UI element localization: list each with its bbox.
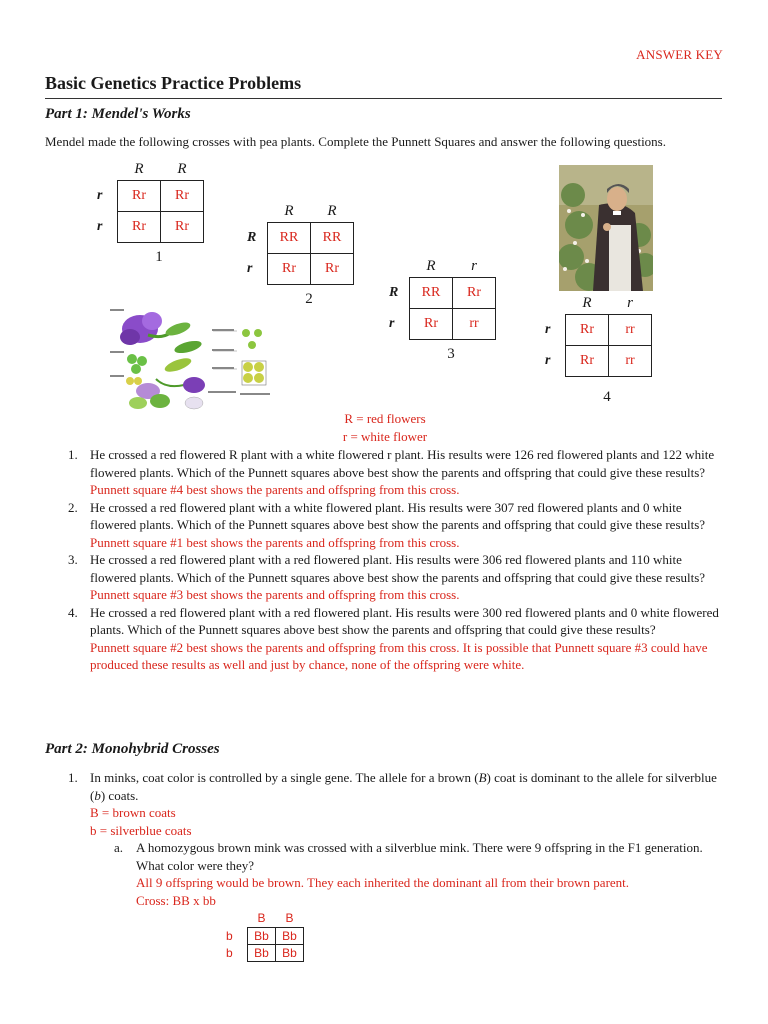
pea-plant-illustration [108,305,313,413]
punnett-cell: Rr [410,309,453,340]
legend-recessive: r = white flower [342,429,428,444]
row-header: r [545,322,551,337]
col-header: B [257,911,266,925]
question-number: 4. [68,604,78,620]
punnett-label: 2 [305,291,313,307]
question-number: 2. [68,499,78,515]
cross-text: Cross: BB x bb [136,892,216,908]
part1-intro: Mendel made the following crosses with pea plants. Complete the Punnett Squares and answer the following questions. [45,134,666,149]
question-text: He crossed a red flowered plant with a red flowered plant. His results were 306 red flowered plants and 110 white flowered plants. Which of the Punnett squares above best show the parents and offspring that could give these results? [90,552,706,585]
mink-text-part: ) coat is dominant to the allele for silverblue ( [90,770,717,803]
punnett-square-4 [544,292,652,406]
col-header: R [327,202,337,219]
question-item [68,446,726,499]
legend-dominant: R = red flowers [344,411,426,426]
punnett-square-1 [96,158,204,266]
key-recessive: b = silverblue coats [90,822,192,838]
punnett-cell: Rr [118,212,161,243]
col-header: r [471,257,477,274]
question-text: He crossed a red flowered plant with a red flowered plant. His results were 300 red flowered plants and 0 white flowered plants. Which of the Punnett squares above best show the parents and offspring that could give these results? [90,604,719,637]
col-header: R [426,257,436,274]
punnett-cell: Rr [453,278,496,309]
punnett-label: 4 [603,389,611,405]
sub-answer-text: All 9 offspring would be brown. They each inherited the dominant all from their brown parent. [136,875,630,890]
row-header: b [226,929,233,943]
row-header: r [389,316,395,331]
punnett-cell: Rr [566,346,609,377]
punnett-square-2 [246,200,354,308]
punnett-cell: rr [609,346,652,377]
allele-brown: B [478,770,487,785]
punnett-cell: Bb [248,945,276,962]
sub-question-a [114,839,726,909]
question-text: He crossed a red flowered R plant with a white flowered r plant. His results were 126 red flowered plants and 122 white flowered plants. Which of the Punnett squares above best show the parents and offspring that could give these results? [90,447,715,480]
question-text: He crossed a red flowered plant with a white flowered plant. His results were 307 red flowered plants and 0 white flowered plants. Which of the Punnett squares above best show the parents and offspring that could give these results? [90,499,706,532]
punnett-cell: Rr [566,315,609,346]
punnett-label: 3 [447,346,455,362]
punnett-cell: Bb [276,928,304,945]
punnett-label: 1 [155,249,163,265]
punnett-cell: rr [609,315,652,346]
answer-text: Punnett square #1 best shows the parents and offspring from this cross. [90,534,460,550]
allele-silverblue: b [94,787,101,803]
sub-question-letter: a. [114,840,124,855]
col-header: R [582,294,592,311]
col-header: R [177,160,187,177]
mink-question [68,769,730,839]
row-header: b [226,946,233,960]
question-item [68,551,726,604]
answer-key-label: ANSWER KEY [636,47,723,62]
row-header: r [247,261,253,276]
small-punnett-square [225,909,304,962]
sub-question-text: A homozygous brown mink was crossed with a silverblue mink. There were 9 offspring in the F1 generation. What color were they? [136,840,703,873]
col-header: r [627,294,633,311]
punnett-cell: RR [410,278,453,309]
question-number: 3. [68,552,78,567]
row-header: r [545,353,551,368]
row-header: R [389,285,399,300]
punnett-cell: rr [453,309,496,340]
punnett-cell: RR [311,223,354,254]
part1-heading: Part 1: Mendel's Works [45,106,191,122]
col-header: R [134,160,144,177]
punnett-cell: Rr [311,254,354,285]
punnett-cell: Bb [276,945,304,962]
punnett-cell: Rr [268,254,311,285]
punnett-cell: RR [268,223,311,254]
question-number: 1. [68,770,78,785]
mink-text-part: In minks, coat color is controlled by a single gene. The allele for a brown ( [90,770,479,785]
punnett-cell: Rr [161,181,204,212]
row-header: r [97,219,103,234]
question-item [68,604,726,674]
answer-text: Punnett square #3 best shows the parents and offspring from this cross. [90,587,460,602]
answer-text: Punnett square #4 best shows the parents and offspring from this cross. [90,482,460,497]
punnett-cell: Rr [118,181,161,212]
row-header: R [247,230,257,245]
question-number: 1. [68,447,78,462]
mink-text-part: ) coats. [100,787,139,803]
part1-questions [68,446,726,674]
punnett-cell: Rr [161,212,204,243]
question-item [68,499,726,552]
col-header: B [285,911,294,925]
key-dominant: B = brown coats [90,805,176,820]
punnett-cell: Bb [248,928,276,945]
punnett-square-3 [388,255,496,363]
title-divider [45,98,722,99]
page-title: Basic Genetics Practice Problems [45,73,302,93]
part2-heading: Part 2: Monohybrid Crosses [45,741,220,757]
col-header: R [284,202,294,219]
row-header: r [97,188,103,203]
answer-text: Punnett square #2 best shows the parents and offspring from this cross. It is possible that Punnett square #3 could have produced these results as well and just by chance, none of the offspring were white. [90,639,708,672]
mendel-portrait [559,165,653,291]
